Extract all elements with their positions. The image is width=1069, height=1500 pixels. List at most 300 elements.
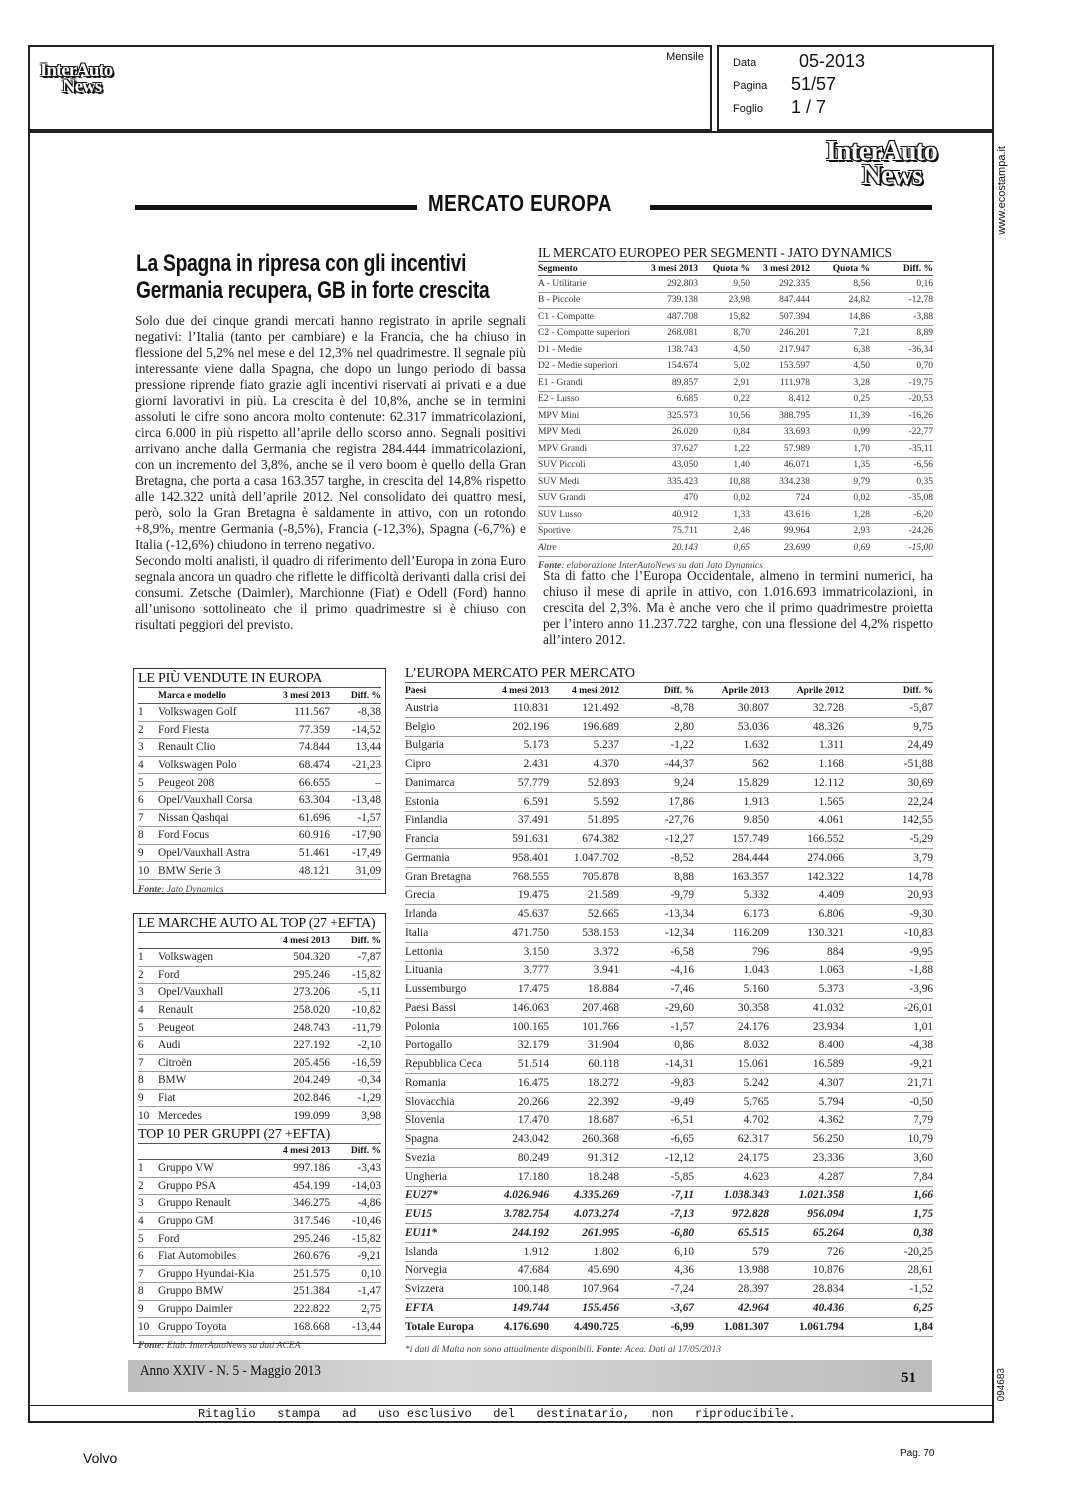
- cell-value: 9,24: [619, 774, 694, 793]
- cell-value: -9,21: [844, 1055, 933, 1074]
- cell-value: 30,69: [844, 774, 933, 793]
- row-label: 7: [138, 809, 158, 827]
- cell-value: 538.153: [549, 924, 619, 943]
- table-row: [538, 342, 933, 359]
- table-row: [405, 1224, 933, 1243]
- cell-value: 15.061: [694, 1055, 769, 1074]
- cell-value: 21.589: [549, 886, 619, 905]
- cell-value: 1.802: [549, 1242, 619, 1261]
- interautonews-section-logo: [826, 136, 937, 191]
- cell-value: 14,86: [810, 309, 870, 326]
- cell-value: 10.876: [769, 1261, 844, 1280]
- cell-value: -26,01: [844, 999, 933, 1018]
- table-row: [138, 791, 381, 809]
- column-header: Quota %: [810, 262, 870, 276]
- cell-value: 23.699: [750, 540, 810, 557]
- cell-value: 260.676: [270, 1247, 330, 1265]
- cell-value: 562: [694, 755, 769, 774]
- cell-value: 507.394: [750, 309, 810, 326]
- table-row: [138, 862, 381, 880]
- row-label: E2 - Lusso: [538, 391, 646, 408]
- row-label: Portogallo: [405, 1036, 499, 1055]
- cell-value: 591.631: [499, 830, 549, 849]
- table-row: [138, 1177, 381, 1195]
- cell-value: 21,71: [844, 1074, 933, 1093]
- column-header: Segmento: [538, 262, 646, 276]
- cell-value: 8,70: [698, 325, 750, 342]
- header-row: [138, 1144, 381, 1160]
- cell-value: 0,70: [870, 358, 933, 375]
- cell-value: 335.423: [646, 474, 698, 491]
- cell-value: 222.822: [270, 1300, 330, 1318]
- cell-value: 75.711: [646, 523, 698, 540]
- cell-value: 1,70: [810, 441, 870, 458]
- cell-value: 5.160: [694, 980, 769, 999]
- row-label: Islanda: [405, 1242, 499, 1261]
- cell-value: 260.368: [549, 1130, 619, 1149]
- cell-value: 3.777: [499, 961, 549, 980]
- row-label: A - Utilitarie: [538, 276, 646, 293]
- cell-value: 63.304: [270, 791, 330, 809]
- cell-value: -10,82: [330, 1001, 381, 1019]
- cell-value: 146.063: [499, 999, 549, 1018]
- cell-value: 66.655: [270, 774, 330, 792]
- cell-value: 10,56: [698, 408, 750, 425]
- segments-table-block: [538, 245, 933, 571]
- cell-value: 12.112: [769, 774, 844, 793]
- cell-value: 4.061: [769, 811, 844, 830]
- row-label: 7: [138, 1054, 158, 1072]
- table-row: [138, 1089, 381, 1107]
- row-label: Nissan Qashqai: [158, 809, 270, 827]
- cell-value: 24,49: [844, 736, 933, 755]
- cell-value: 2,46: [698, 523, 750, 540]
- cell-value: 3,60: [844, 1149, 933, 1168]
- source-text: : elaborazione InterAutoNews su dati Jato Dynamics: [561, 560, 763, 571]
- cell-value: 471.750: [499, 924, 549, 943]
- cell-value: 1,84: [844, 1317, 933, 1336]
- cell-value: 7,84: [844, 1167, 933, 1186]
- cell-value: 110.831: [499, 699, 549, 718]
- cell-value: -6,99: [619, 1317, 694, 1336]
- cell-value: 246.201: [750, 325, 810, 342]
- header-left-box: [28, 45, 712, 131]
- cell-value: 46.071: [750, 457, 810, 474]
- table-row: [405, 961, 933, 980]
- disclaimer: Ritaglio stampa ad uso esclusivo del destinatario, non riproducibile.: [198, 1407, 796, 1421]
- row-label: Lussemburgo: [405, 980, 499, 999]
- cell-value: 3,79: [844, 849, 933, 868]
- cell-value: 2.431: [499, 755, 549, 774]
- row-label: 10: [138, 862, 158, 880]
- cell-value: -1,22: [619, 736, 694, 755]
- row-label: 3: [138, 739, 158, 757]
- cell-value: 37.627: [646, 441, 698, 458]
- row-label: Gran Bretagna: [405, 867, 499, 886]
- cell-value: -1,47: [330, 1283, 381, 1301]
- table-row: [405, 1149, 933, 1168]
- cell-value: 153.597: [750, 358, 810, 375]
- cell-value: 9,75: [844, 717, 933, 736]
- row-label: 4: [138, 1001, 158, 1019]
- header-row: [405, 683, 933, 699]
- column-header: 3 mesi 2013: [270, 688, 330, 704]
- cell-value: 48.121: [270, 862, 330, 880]
- cell-value: 4,50: [810, 358, 870, 375]
- countries-table-title: L’EUROPA MERCATO PER MERCATO: [405, 666, 933, 683]
- cell-value: 1,40: [698, 457, 750, 474]
- cell-value: 100.165: [499, 1017, 549, 1036]
- row-label: Sportive: [538, 523, 646, 540]
- countries-table: [405, 683, 933, 1337]
- date-value: 05-2013: [799, 51, 866, 71]
- row-label: Estonia: [405, 792, 499, 811]
- table-row: [405, 980, 933, 999]
- row-label: Finlandia: [405, 811, 499, 830]
- cell-value: 244.192: [499, 1224, 549, 1243]
- row-label: C1 - Compatte: [538, 309, 646, 326]
- row-label: 1: [138, 1159, 158, 1177]
- row-label: 3: [138, 1195, 158, 1213]
- magazine-page-number: 51: [901, 1370, 916, 1386]
- cell-value: 57.989: [750, 441, 810, 458]
- cell-value: -1,29: [330, 1089, 381, 1107]
- table-row: [405, 1017, 933, 1036]
- cell-value: 18.248: [549, 1167, 619, 1186]
- cell-value: 13.988: [694, 1261, 769, 1280]
- row-label: Slovenia: [405, 1111, 499, 1130]
- cell-value: 0,02: [810, 490, 870, 507]
- table-row: [138, 1318, 381, 1336]
- top-groups-source: [138, 1341, 381, 1351]
- column-header: Diff. %: [619, 683, 694, 699]
- section-rule-left: [135, 205, 417, 210]
- row-label: Belgio: [405, 717, 499, 736]
- cell-value: 0,35: [870, 474, 933, 491]
- cell-value: 958.401: [499, 849, 549, 868]
- page-value: 51/57: [791, 74, 837, 94]
- cell-value: -6,65: [619, 1130, 694, 1149]
- cell-value: 45.690: [549, 1261, 619, 1280]
- cell-value: 847.444: [750, 292, 810, 309]
- table-row: [138, 739, 381, 757]
- row-label: Bulgaria: [405, 736, 499, 755]
- cell-value: 23,98: [698, 292, 750, 309]
- cell-value: 65.515: [694, 1224, 769, 1243]
- row-label: 5: [138, 1019, 158, 1037]
- table-row: [538, 474, 933, 491]
- cell-value: -4,16: [619, 961, 694, 980]
- best-sellers-source: [138, 885, 381, 895]
- cell-value: 4.026.946: [499, 1186, 549, 1205]
- row-label: D1 - Medie: [538, 342, 646, 359]
- article-paragraph-2: Secondo molti analisti, il quadro di riferimento dell’Europa in zona Euro segnala ancora un quadro che riflette le difficoltà derivanti dalla crisi dei consumi. Zetsche (Daimler), Marchionne (Fiat) e Odell (Ford) hanno all’unisono sottolineato che il primo quadrimestre si è chiuso con risultati peggiori del previsto.: [135, 553, 526, 632]
- cell-value: -8,52: [619, 849, 694, 868]
- cell-value: 2,91: [698, 375, 750, 392]
- cell-value: 51.461: [270, 844, 330, 862]
- cell-value: 20.266: [499, 1092, 549, 1111]
- cell-value: 0,22: [698, 391, 750, 408]
- cell-value: 121.492: [549, 699, 619, 718]
- cell-value: 80.249: [499, 1149, 549, 1168]
- cell-value: -24,26: [870, 523, 933, 540]
- column-header: Diff. %: [330, 933, 381, 949]
- cell-value: 3.941: [549, 961, 619, 980]
- cell-value: -7,11: [619, 1186, 694, 1205]
- column-header: Marca e modello: [158, 688, 270, 704]
- cell-value: 3,98: [330, 1107, 381, 1125]
- cell-value: 884: [769, 942, 844, 961]
- row-label: Gruppo Hyundai-Kia: [158, 1265, 270, 1283]
- table-row: [138, 1001, 381, 1019]
- table-row: [405, 1261, 933, 1280]
- cell-value: 111.567: [270, 704, 330, 722]
- cell-value: 56.250: [769, 1130, 844, 1149]
- row-label: 4: [138, 756, 158, 774]
- cell-value: -11,79: [330, 1019, 381, 1037]
- row-label: Irlanda: [405, 905, 499, 924]
- cell-value: -21,23: [330, 756, 381, 774]
- segments-table-title: IL MERCATO EUROPEO PER SEGMENTI - JATO DYNAMICS: [538, 245, 933, 262]
- cell-value: 30.807: [694, 699, 769, 718]
- cell-value: -14,52: [330, 721, 381, 739]
- cell-value: 6,38: [810, 342, 870, 359]
- cell-value: -36,34: [870, 342, 933, 359]
- table-row: [538, 507, 933, 524]
- row-label: Opel/Vauxhall: [158, 984, 270, 1002]
- row-label: Grecia: [405, 886, 499, 905]
- table-row: [538, 408, 933, 425]
- table-row: [138, 704, 381, 722]
- cell-value: 2,93: [810, 523, 870, 540]
- countries-footnote: [405, 1345, 933, 1355]
- cell-value: 6.591: [499, 792, 549, 811]
- cell-value: 796: [694, 942, 769, 961]
- row-label: 10: [138, 1318, 158, 1336]
- cell-value: 1,22: [698, 441, 750, 458]
- cell-value: 4.370: [549, 755, 619, 774]
- table-row: [405, 999, 933, 1018]
- table-row: [138, 1230, 381, 1248]
- row-label: Gruppo GM: [158, 1212, 270, 1230]
- row-label: Germania: [405, 849, 499, 868]
- cell-value: 284.444: [694, 849, 769, 868]
- cell-value: 5.373: [769, 980, 844, 999]
- cell-value: 6.806: [769, 905, 844, 924]
- cell-value: -17,49: [330, 844, 381, 862]
- row-label: Francia: [405, 830, 499, 849]
- cell-value: 0,02: [698, 490, 750, 507]
- cell-value: -15,00: [870, 540, 933, 557]
- cell-value: -6,58: [619, 942, 694, 961]
- cell-value: -13,44: [330, 1318, 381, 1336]
- cell-value: -5,87: [844, 699, 933, 718]
- cell-value: 334.238: [750, 474, 810, 491]
- cell-value: 8,88: [619, 867, 694, 886]
- cell-value: 17.475: [499, 980, 549, 999]
- footer-page: Pag. 70: [900, 1448, 935, 1459]
- cell-value: 5.794: [769, 1092, 844, 1111]
- cell-value: 15.829: [694, 774, 769, 793]
- cell-value: 52.893: [549, 774, 619, 793]
- cell-value: 5.237: [549, 736, 619, 755]
- cell-value: 8.032: [694, 1036, 769, 1055]
- source-text: : Acea. Dati al 17/05/2013: [619, 1344, 721, 1355]
- cell-value: 107.964: [549, 1280, 619, 1299]
- table-row: [405, 1242, 933, 1261]
- row-label: 1: [138, 704, 158, 722]
- cell-value: -6,80: [619, 1224, 694, 1243]
- table-row: [138, 1247, 381, 1265]
- cell-value: 0,38: [844, 1224, 933, 1243]
- cell-value: -7,46: [619, 980, 694, 999]
- row-label: 4: [138, 1212, 158, 1230]
- table-row: [405, 1111, 933, 1130]
- cell-value: -5,11: [330, 984, 381, 1002]
- cell-value: 217.947: [750, 342, 810, 359]
- cell-value: 8,89: [870, 325, 933, 342]
- cell-value: 18.272: [549, 1074, 619, 1093]
- cell-value: -12,27: [619, 830, 694, 849]
- row-label: Italia: [405, 924, 499, 943]
- cell-value: 1.047.702: [549, 849, 619, 868]
- cell-value: 1.021.358: [769, 1186, 844, 1205]
- table-row: [138, 827, 381, 845]
- cell-value: 0,10: [330, 1265, 381, 1283]
- cell-value: 251.384: [270, 1283, 330, 1301]
- cell-value: -3,67: [619, 1299, 694, 1318]
- table-row: [405, 1280, 933, 1299]
- top-brands-box: [133, 913, 386, 1351]
- cell-value: -7,24: [619, 1280, 694, 1299]
- cell-value: 1,28: [810, 507, 870, 524]
- cell-value: -1,57: [330, 809, 381, 827]
- cell-value: 13,44: [330, 739, 381, 757]
- table-row: [405, 1074, 933, 1093]
- cell-value: 142.322: [769, 867, 844, 886]
- cell-value: 972.828: [694, 1205, 769, 1224]
- column-header: 4 mesi 2013: [270, 1144, 330, 1160]
- cell-value: 4.335.269: [549, 1186, 619, 1205]
- cell-value: 4.176.690: [499, 1317, 549, 1336]
- table-row: [405, 1055, 933, 1074]
- cell-value: 705.878: [549, 867, 619, 886]
- cell-value: 23.934: [769, 1017, 844, 1036]
- row-label: Renault Clio: [158, 739, 270, 757]
- cell-value: 726: [769, 1242, 844, 1261]
- cell-value: -10,46: [330, 1212, 381, 1230]
- cell-value: 168.668: [270, 1318, 330, 1336]
- cell-value: 163.357: [694, 867, 769, 886]
- table-row: [138, 1159, 381, 1177]
- cell-value: -2,10: [330, 1036, 381, 1054]
- column-header: 4 mesi 2013: [499, 683, 549, 699]
- cell-value: -9,83: [619, 1074, 694, 1093]
- cell-value: 6.173: [694, 905, 769, 924]
- cell-value: 100.148: [499, 1280, 549, 1299]
- cell-value: 0,99: [810, 424, 870, 441]
- row-label: 9: [138, 844, 158, 862]
- cell-value: 5.592: [549, 792, 619, 811]
- row-label: Renault: [158, 1001, 270, 1019]
- cell-value: 1.913: [694, 792, 769, 811]
- cell-value: 0,25: [810, 391, 870, 408]
- row-label: Lettonia: [405, 942, 499, 961]
- cell-value: 4.702: [694, 1111, 769, 1130]
- cell-value: 9,50: [698, 276, 750, 293]
- top-brands-title: LE MARCHE AUTO AL TOP (27 +EFTA): [138, 916, 381, 933]
- source-text: : Elab. InterAutoNews su dati ACEA: [161, 1340, 301, 1351]
- cell-value: 23.336: [769, 1149, 844, 1168]
- table-row: [405, 699, 933, 718]
- row-label: Opel/Vauxhall Corsa: [158, 791, 270, 809]
- cell-value: 52.665: [549, 905, 619, 924]
- cell-value: -9,49: [619, 1092, 694, 1111]
- cell-value: 26.020: [646, 424, 698, 441]
- cell-value: 32.179: [499, 1036, 549, 1055]
- row-label: 7: [138, 1265, 158, 1283]
- row-label: SUV Lusso: [538, 507, 646, 524]
- cell-value: 1,01: [844, 1017, 933, 1036]
- column-header: [158, 1144, 270, 1160]
- cell-value: 42.964: [694, 1299, 769, 1318]
- cell-value: -3,43: [330, 1159, 381, 1177]
- column-header: Diff. %: [844, 683, 933, 699]
- row-label: Gruppo BMW: [158, 1283, 270, 1301]
- row-label: Altre: [538, 540, 646, 557]
- cell-value: -51,88: [844, 755, 933, 774]
- table-row: [405, 1299, 933, 1318]
- cell-value: -3,88: [870, 309, 933, 326]
- cell-value: 227.192: [270, 1036, 330, 1054]
- cell-value: 1.632: [694, 736, 769, 755]
- cell-value: -27,76: [619, 811, 694, 830]
- column-header: 4 mesi 2013: [270, 933, 330, 949]
- cell-value: 22,24: [844, 792, 933, 811]
- cell-value: 0,16: [870, 276, 933, 293]
- column-header: [158, 933, 270, 949]
- date-label: Data: [733, 57, 757, 69]
- cell-value: 579: [694, 1242, 769, 1261]
- cell-value: -3,96: [844, 980, 933, 999]
- cell-value: 24,82: [810, 292, 870, 309]
- table-row: [138, 844, 381, 862]
- cell-value: 1.168: [769, 755, 844, 774]
- table-row: [138, 1195, 381, 1213]
- row-label: 3: [138, 984, 158, 1002]
- cell-value: 10,88: [698, 474, 750, 491]
- cell-value: 45.637: [499, 905, 549, 924]
- column-header: [138, 1144, 158, 1160]
- row-label: Svezia: [405, 1149, 499, 1168]
- row-label: Gruppo Daimler: [158, 1300, 270, 1318]
- cell-value: 295.246: [270, 1230, 330, 1248]
- article-body: [135, 313, 526, 633]
- row-label: Gruppo VW: [158, 1159, 270, 1177]
- cell-value: 204.249: [270, 1072, 330, 1090]
- row-label: D2 - Medie superiori: [538, 358, 646, 375]
- source-label: Fonte: [138, 884, 162, 895]
- cell-value: 17.470: [499, 1111, 549, 1130]
- row-label: Repubblica Ceca: [405, 1055, 499, 1074]
- article-body-right: [543, 568, 933, 648]
- cell-value: 674.382: [549, 830, 619, 849]
- cell-value: 8.400: [769, 1036, 844, 1055]
- issue-banner: [128, 1360, 932, 1392]
- column-header: [138, 688, 158, 704]
- cell-value: 3.372: [549, 942, 619, 961]
- row-label: Svizzera: [405, 1280, 499, 1299]
